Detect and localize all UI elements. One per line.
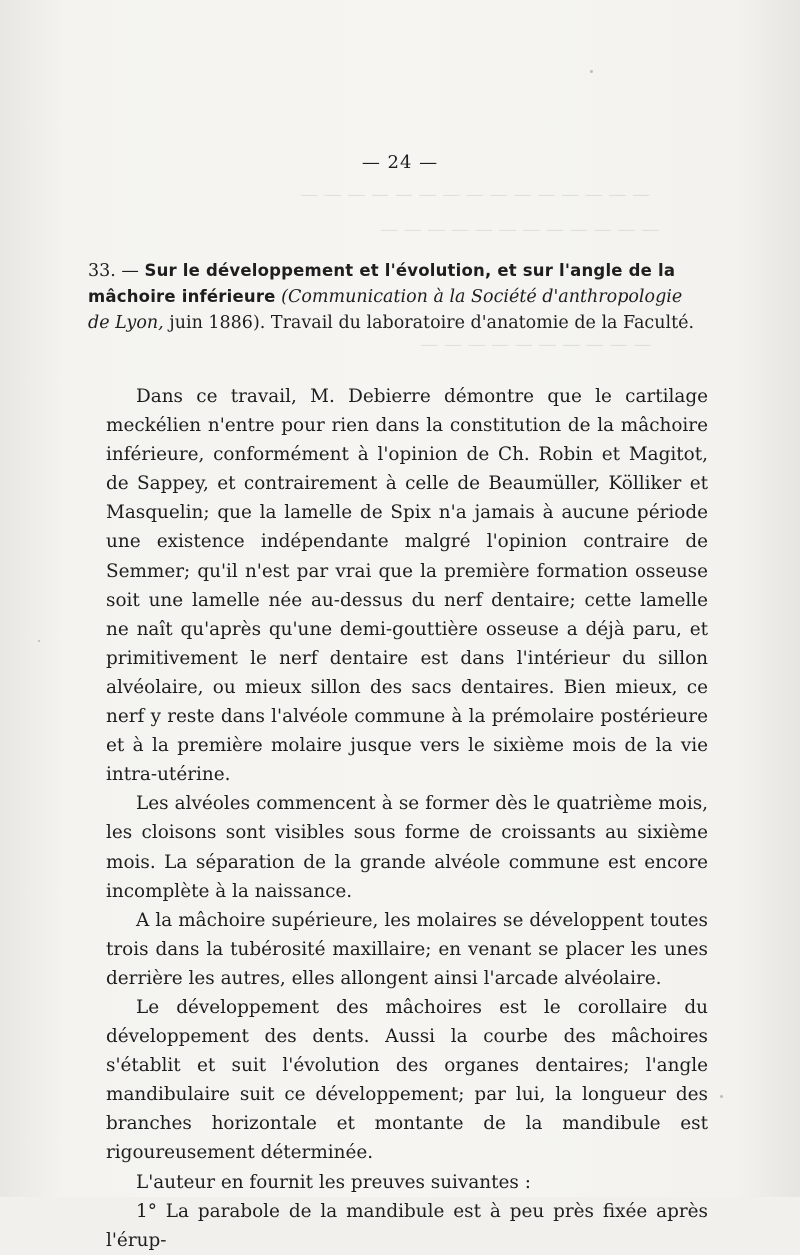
- entry-dash: —: [121, 261, 139, 281]
- show-through-decoration: — — — — — — — — — — — — — — —: [300, 184, 651, 205]
- paragraph: Dans ce travail, M. Debierre démontre que le cartilage meckélien n'entre pour rien dans la constitution de la mâchoire inférieure, conformément à l'opinion de Ch. Robin et Magitot, de Sappey, et contrairement à celle de Beaumüller, Kölliker et Masquelin; que la lamelle de Spix n'a jamais à aucune période une existence indépendante malgré l'opinion contraire de Semmer; qu'il n'est par vrai que la première formation osseuse soit une lamelle née au-dessus du nerf dentaire; cette lamelle ne naît qu'après qu'une demi-gouttière osseuse a déjà paru, et primitivement le nerf dentaire est dans l'intérieur du sillon alvéolaire, ou mieux sillon des sacs dentaires. Bien mieux, ce nerf y reste dans l'alvéole commune à la prémolaire postérieure et à la première molaire jusque vers le sixième mois de la vie intra-utérine.: [106, 386, 708, 786]
- paragraph: A la mâchoire supérieure, les molaires se développent toutes trois dans la tubérosité maxillaire; en venant se placer les unes derrière les autres, elles allongent ainsi l'arcade alvéolaire.: [106, 909, 708, 989]
- paper-speck: [720, 1095, 723, 1098]
- paragraph: 1° La parabole de la mandibule est à peu près fixée après l'érup-: [106, 1200, 708, 1251]
- paragraph: L'auteur en fournit les preuves suivantes :: [136, 1171, 531, 1193]
- body-text: [106, 382, 708, 1255]
- show-through-decoration: — — — — — — — — — — — —: [380, 219, 659, 240]
- page-number: — 24 —: [361, 152, 439, 173]
- paragraph: Le développement des mâchoires est le corollaire du développement des dents. Aussi la courbe des mâchoires s'établit et suit l'évolution des organes dentaires; l'angle mandibulaire suit ce développement; par lui, la longueur des branches horizontale et montante de la mandibule est rigoureusement déterminée.: [106, 996, 708, 1164]
- paper-speck: [590, 70, 593, 73]
- entry-communication: (Communication à la Société d'anthropologie de Lyon,: [88, 287, 683, 333]
- paper-speck: [38, 640, 40, 642]
- entry-number: 33.: [88, 261, 116, 281]
- show-through-decoration: — — — — — — — — — —: [420, 334, 652, 355]
- entry-heading: [88, 258, 706, 336]
- entry-title: Sur le développement et l'évolution, et sur l'angle de la mâchoire inférieure: [88, 261, 676, 306]
- paragraph: Les alvéoles commencent à se former dès le quatrième mois, les cloisons sont visibles sous forme de croissants au sixième mois. La séparation de la grande alvéole commune est encore incomplète à la naissance.: [106, 793, 708, 902]
- entry-date-note: juin 1886). Travail du laboratoire d'anatomie de la Faculté.: [169, 313, 695, 333]
